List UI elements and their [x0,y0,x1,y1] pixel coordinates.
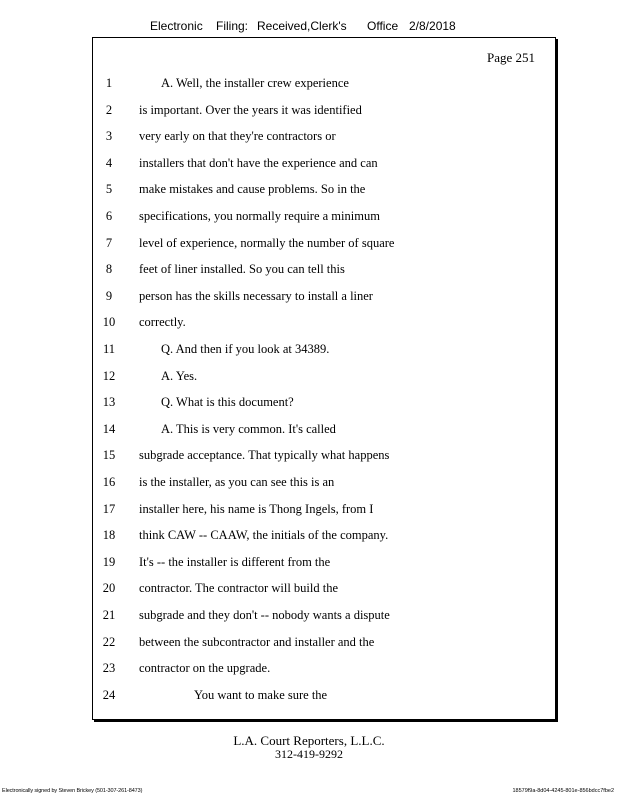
transcript-line [93,527,553,553]
transcript-line [93,261,553,287]
line-number: 14 [102,421,116,436]
transcript-line [93,208,553,234]
transcript-line [93,155,553,181]
line-text: Q. What is this document? [161,395,294,410]
transcript-page [92,37,556,720]
line-text: is the installer, as you can see this is an [139,475,335,489]
line-text: subgrade and they don't -- nobody wants a dispute [139,608,390,622]
line-number: 24 [102,687,116,702]
line-text: feet of liner installed. So you can tell this [139,262,345,277]
line-number: 20 [102,581,116,596]
filing-header-office: Office [367,19,399,33]
line-number: 4 [105,155,113,170]
transcript-line [93,235,553,261]
transcript-line [93,102,553,128]
line-text: It's -- the installer is different from the [139,554,331,569]
court-reporter-name: L.A. Court Reporters, L.L.C. [233,733,385,748]
line-number: 5 [105,182,113,197]
line-number: 15 [102,448,116,463]
line-text: A. Well, the installer crew experience [161,76,349,90]
transcript-line [93,181,553,207]
line-text: subgrade acceptance. That typically what happens [139,448,390,463]
line-text: specifications, you normally require a minimum [139,209,380,223]
line-text: Q. And then if you look at 34389. [161,342,330,356]
line-text: contractor. The contractor will build the [139,581,339,596]
transcript-line [93,447,553,473]
line-text: very early on that they're contractors or [139,129,336,144]
line-text: think CAW -- CAAW, the initials of the company. [139,528,389,543]
line-text: A. Yes. [161,368,198,383]
line-number: 1 [105,76,113,90]
transcript-line [93,341,553,367]
transcript-line [93,368,553,394]
transcript-line [93,314,553,340]
court-reporter-phone: 312-419-9292 [275,747,343,761]
line-text: level of experience, normally the number of square [139,235,395,250]
transcript-line [93,580,553,606]
transcript-line [93,607,553,633]
line-number: 6 [105,209,113,223]
filing-header-filing: Filing: [216,19,249,33]
electronic-signature: Electronically signed by Steven Brickey (501-307-261-8473) [2,788,143,794]
transcript-line [93,75,553,101]
line-number: 13 [102,395,116,410]
line-number: 7 [105,235,113,250]
filing-header-received: Received,Clerk's [257,19,347,33]
line-number: 16 [102,475,116,489]
line-text: contractor on the upgrade. [139,661,271,676]
line-text: make mistakes and cause problems. So in the [139,182,366,197]
line-text: A. This is very common. It's called [161,421,336,436]
line-number: 3 [105,129,113,144]
line-number: 19 [102,554,116,569]
transcript-line [93,660,553,686]
transcript-line [93,501,553,527]
transcript-line [93,394,553,420]
line-number: 2 [105,102,113,117]
transcript-line [93,687,553,713]
line-text: between the subcontractor and installer and the [139,634,375,649]
line-text: installer here, his name is Thong Ingels, from I [139,501,374,516]
line-number: 9 [105,288,113,303]
document-hash: 18579f9a-8d04-4245-801e-856bdcc7fbe2 [512,788,614,794]
filing-header-electronic: Electronic [150,19,203,33]
filing-header-date: 2/8/2018 [409,19,456,33]
line-text: is important. Over the years it was identified [139,102,362,117]
line-number: 18 [102,528,116,543]
line-number: 22 [102,634,116,649]
transcript-line [93,421,553,447]
transcript-line [93,474,553,500]
line-number: 21 [102,608,116,622]
line-text: person has the skills necessary to install a liner [139,288,373,303]
line-text: correctly. [139,315,186,330]
line-number: 12 [102,368,116,383]
transcript-line [93,288,553,314]
line-number: 11 [102,342,116,356]
line-number: 17 [102,501,116,516]
line-text: You want to make sure the [194,687,328,702]
line-number: 8 [105,262,113,277]
page-number: Page 251 [486,50,535,65]
line-text: installers that don't have the experience and can [139,155,378,170]
transcript-line [93,128,553,154]
line-number: 10 [102,315,116,330]
filing-header [0,19,618,37]
line-number: 23 [102,661,116,676]
transcript-line [93,554,553,580]
transcript-line [93,634,553,660]
